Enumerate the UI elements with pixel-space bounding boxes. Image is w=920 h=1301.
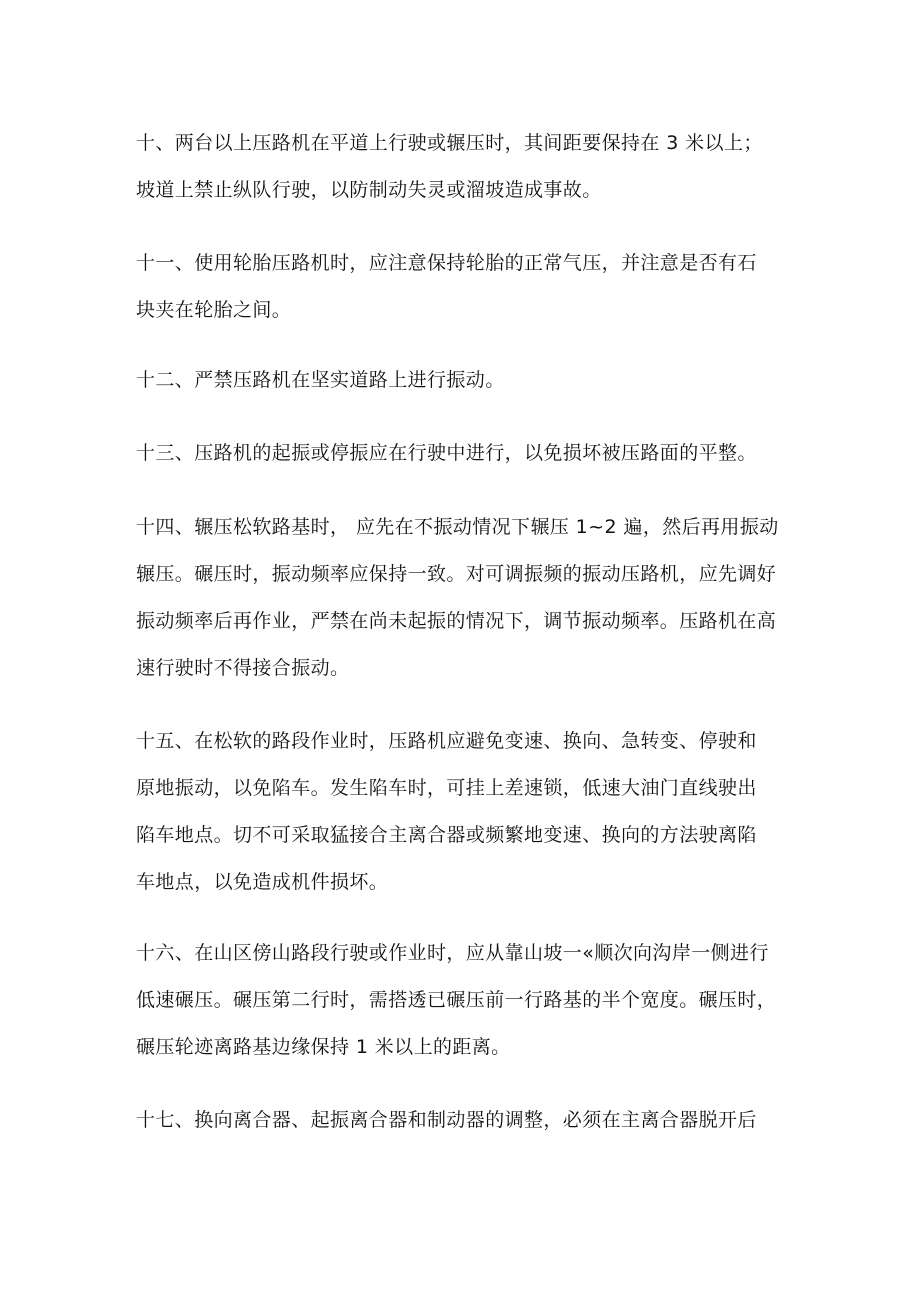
text-line: 十三、压路机的起振或停振应在行驶中进行，以免损坏被压路面的平整。 <box>136 442 757 464</box>
text-line: 速行驶时不得接合振动。 <box>136 657 350 679</box>
text-line: 十七、换向离合器、起振离合器和制动器的调整，必须在主离合器脱开后 <box>136 1109 757 1131</box>
text-line: 十六、在山区傍山路段行驶或作业时，应从靠山坡一«顺次向沟岸一侧进行 <box>136 942 769 964</box>
text-line: 十一、使用轮胎压路机时，应注意保持轮胎的正常气压，并注意是否有石 <box>136 252 757 274</box>
text-line: 十、两台以上压路机在平道上行驶或辗压时，其间距要保持在 3 米以上； <box>136 132 763 154</box>
paragraph-16 <box>136 930 796 1071</box>
text-line: 车地点，以免造成机件损坏。 <box>136 871 389 893</box>
text-line: 十五、在松软的路段作业时，压路机应避免变速、换向、急转变、停驶和 <box>136 730 757 752</box>
text-line: 块夹在轮胎之间。 <box>136 299 292 321</box>
text-line: 原地振动，以免陷车。发生陷车时，可挂上差速锁，低速大油门直线驶出 <box>136 777 757 799</box>
paragraph-14 <box>136 504 796 692</box>
text-line: 十二、严禁压路机在坚实道路上进行振动。 <box>136 369 505 391</box>
paragraph-13 <box>136 430 796 477</box>
text-line: 低速碾压。碾压第二行时，需搭透已碾压前一行路基的半个宽度。碾压时， <box>136 989 777 1011</box>
paragraph-10 <box>136 120 796 214</box>
text-line: 坡道上禁止纵队行驶，以防制动失灵或溜坡造成事故。 <box>136 179 602 201</box>
paragraph-15 <box>136 718 796 906</box>
paragraph-17 <box>136 1097 796 1144</box>
text-line: 碾压轮迹离路基边缘保持 1 米以上的距离。 <box>136 1036 511 1058</box>
paragraph-12 <box>136 357 796 404</box>
text-line: 辗压。碾压时，振动频率应保持一致。对可调振频的振动压路机，应先调好 <box>136 563 777 585</box>
text-line: 陷车地点。切不可采取猛接合主离合器或频繁地变速、换向的方法驶离陷 <box>136 824 757 846</box>
paragraph-11 <box>136 240 796 334</box>
text-line: 振动频率后再作业，严禁在尚未起振的情况下，调节振动频率。压路机在高 <box>136 610 777 632</box>
text-line: 十四、辗压松软路基时， 应先在不振动情况下辗压 1~2 遍，然后再用振动 <box>136 516 779 538</box>
